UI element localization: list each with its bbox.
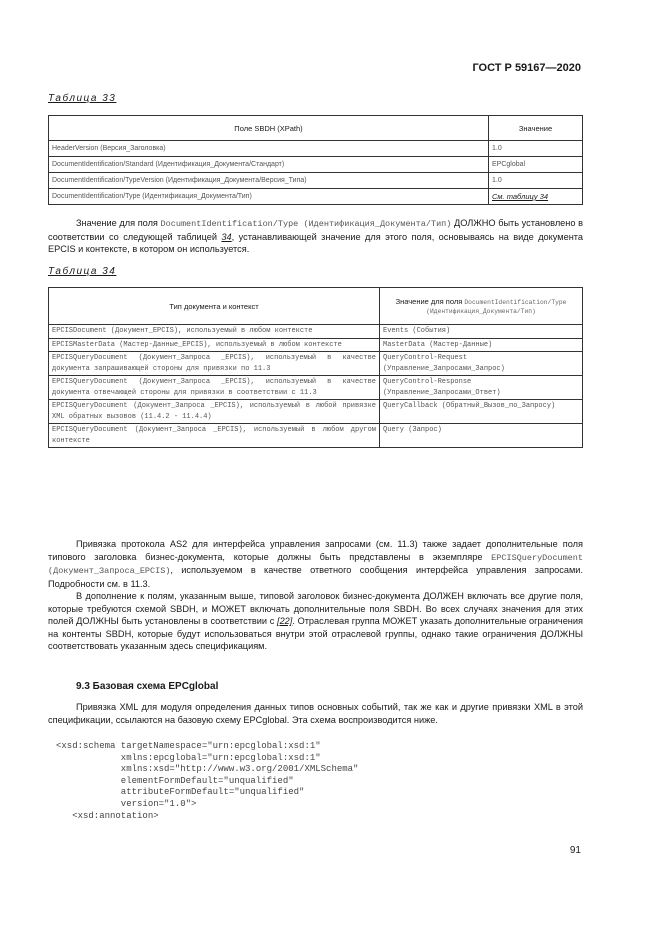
para-text: Привязка XML для модуля определения данных типов основных событий, так же как и другие привязки XML в этой спецификации, ссылаются на базовую схему EPCglobal. Эта схема воспроизводится ниже.: [48, 702, 583, 725]
code-inline: DocumentIdentification/Type (Идентификация_Документа/Тип): [160, 219, 452, 229]
code-inline: EPCISQueryDocument (Документ_Запроса_EPCIS): [48, 552, 583, 577]
doc-cell: EPCISMasterData (Мастер-Данные_EPCIS), используемый в любом контексте: [49, 338, 380, 352]
table-34: [48, 287, 583, 448]
value-cell: Query (Запрос): [380, 424, 583, 448]
table-row: [49, 376, 583, 400]
header-text: Значение для поля: [395, 297, 465, 306]
table-header-row: [49, 116, 583, 141]
table-row: [49, 400, 583, 424]
field-cell: DocumentIdentification/Standard (Идентификация_Документа/Стандарт): [49, 157, 489, 173]
para-text: Привязка протокола AS2 для интерфейса управления запросами (см. 11.3) также задает дополнительные поля типового заголовка бизнес-документа, которые должны быть представлены в экземпляре: [48, 539, 583, 562]
paragraph-sbdh-fields: [48, 590, 583, 653]
table-33-caption: Таблица 33: [48, 93, 117, 104]
table-34-caption: Таблица 34: [48, 266, 117, 277]
doc-cell: EPCISDocument (Документ_EPCIS), используемый в любом контексте: [49, 325, 380, 339]
table-33: [48, 115, 583, 205]
value-cell: MasterData (Мастер-Данные): [380, 338, 583, 352]
value-cell: 1.0: [489, 173, 583, 189]
doc-cell: EPCISQueryDocument (Документ_Запроса _EPCIS), используемый в качестве документа запрашивающей стороны для привязки по 11.3: [49, 352, 380, 376]
code-line: xmlns:epcglobal="urn:epcglobal:xsd:1": [56, 752, 321, 763]
table-row: [49, 352, 583, 376]
table-header-row: [49, 288, 583, 325]
paragraph-as2-binding: [48, 538, 583, 590]
para-text: . Отраслевая группа МОЖЕТ указать дополнительные ограничения на контенты SBDH, которые будут использоваться внутри этой отраслевой группы, однако такие ограничения ДОЛЖНЫ соответствовать указанным здесь спецификациям.: [48, 616, 583, 652]
header-code: DocumentIdentification/Type (Идентификация_Документа/Тип): [426, 299, 567, 315]
paragraph-type-value: [48, 217, 583, 256]
code-line: version="1.0">: [56, 798, 197, 809]
para-text: В дополнение к полям, указанным выше, типовой заголовок бизнес-документа ДОЛЖЕН включать все другие поля, которые требуются схемой SBDH, и МОЖЕТ включать дополнительные поля SBDH. Во всех случаях значения для этих полей ДОЛЖНЫ быть установлены в соответствии с: [48, 591, 583, 627]
table-row: [49, 338, 583, 352]
code-line: xmlns:xsd="http://www.w3.org/2001/XMLSchema": [56, 764, 359, 775]
xsd-code-block: [56, 741, 358, 822]
table-row: [49, 141, 583, 157]
value-cell: QueryControl-Response (Управление_Запросами_Ответ): [380, 376, 583, 400]
value-cell: EPCglobal: [489, 157, 583, 173]
column-header-field: Поле SBDH (XPath): [49, 116, 489, 141]
para-text: Значение для поля: [76, 218, 161, 228]
table-row: [49, 157, 583, 173]
value-cell-link[interactable]: См. таблицу 34: [489, 189, 583, 205]
field-cell: HeaderVersion (Версия_Заголовка): [49, 141, 489, 157]
doc-cell: EPCISQueryDocument (Документ_Запроса _EPCIS), используемый в любом другом контексте: [49, 424, 380, 448]
para-text: , используемом в качестве ответного сообщения интерфейса управления запросами. Подробности см. в 11.3.: [48, 565, 583, 589]
value-cell: QueryCallback (Обратный_Вызов_по_Запросу): [380, 400, 583, 424]
section-heading: 9.3 Базовая схема EPCglobal: [76, 681, 219, 692]
para-text: ДОЛЖНО быть установлено в соответствии со следующей таблицей: [48, 218, 583, 242]
table-row: [49, 325, 583, 339]
table-row: [49, 424, 583, 448]
paragraph-epcglobal-schema: [48, 701, 583, 726]
doc-cell: EPCISQueryDocument (Документ_Запроса _EPCIS), используемый в качестве документа отвечающей стороны для привязки в соответствии с 11.3: [49, 376, 380, 400]
doc-cell: EPCISQueryDocument (Документ_Запроса _EPCIS), используемый в любой привязке XML обратных вызовов (11.4.2 - 11.4.4): [49, 400, 380, 424]
code-line: <xsd:annotation>: [56, 810, 159, 821]
value-cell: Events (События): [380, 325, 583, 339]
field-cell: DocumentIdentification/TypeVersion (Идентификация_Документа/Версия_Типа): [49, 173, 489, 189]
code-line: elementFormDefault="unqualified": [56, 775, 294, 786]
code-line: attributeFormDefault="unqualified": [56, 787, 305, 798]
value-cell: 1.0: [489, 141, 583, 157]
document-header: ГОСТ Р 59167—2020: [472, 62, 581, 74]
table-ref-link[interactable]: 34: [221, 231, 232, 242]
para-text: , устанавливающей значение для этого поля, основываясь на виде документа EPCIS и контексте, в котором он используется.: [48, 231, 583, 255]
value-cell: QueryControl-Request (Управление_Запросами_Запрос): [380, 352, 583, 376]
column-header-value: [380, 288, 583, 325]
page-number: 91: [569, 845, 581, 856]
field-cell: DocumentIdentification/Type (Идентификация_Документа/Тип): [49, 189, 489, 205]
column-header-doc: Тип документа и контекст: [49, 288, 380, 325]
citation-link[interactable]: [22]: [277, 616, 293, 627]
table-row: [49, 173, 583, 189]
table-row: [49, 189, 583, 205]
column-header-value: Значение: [489, 116, 583, 141]
code-line: <xsd:schema targetNamespace="urn:epcglobal:xsd:1": [56, 741, 321, 751]
